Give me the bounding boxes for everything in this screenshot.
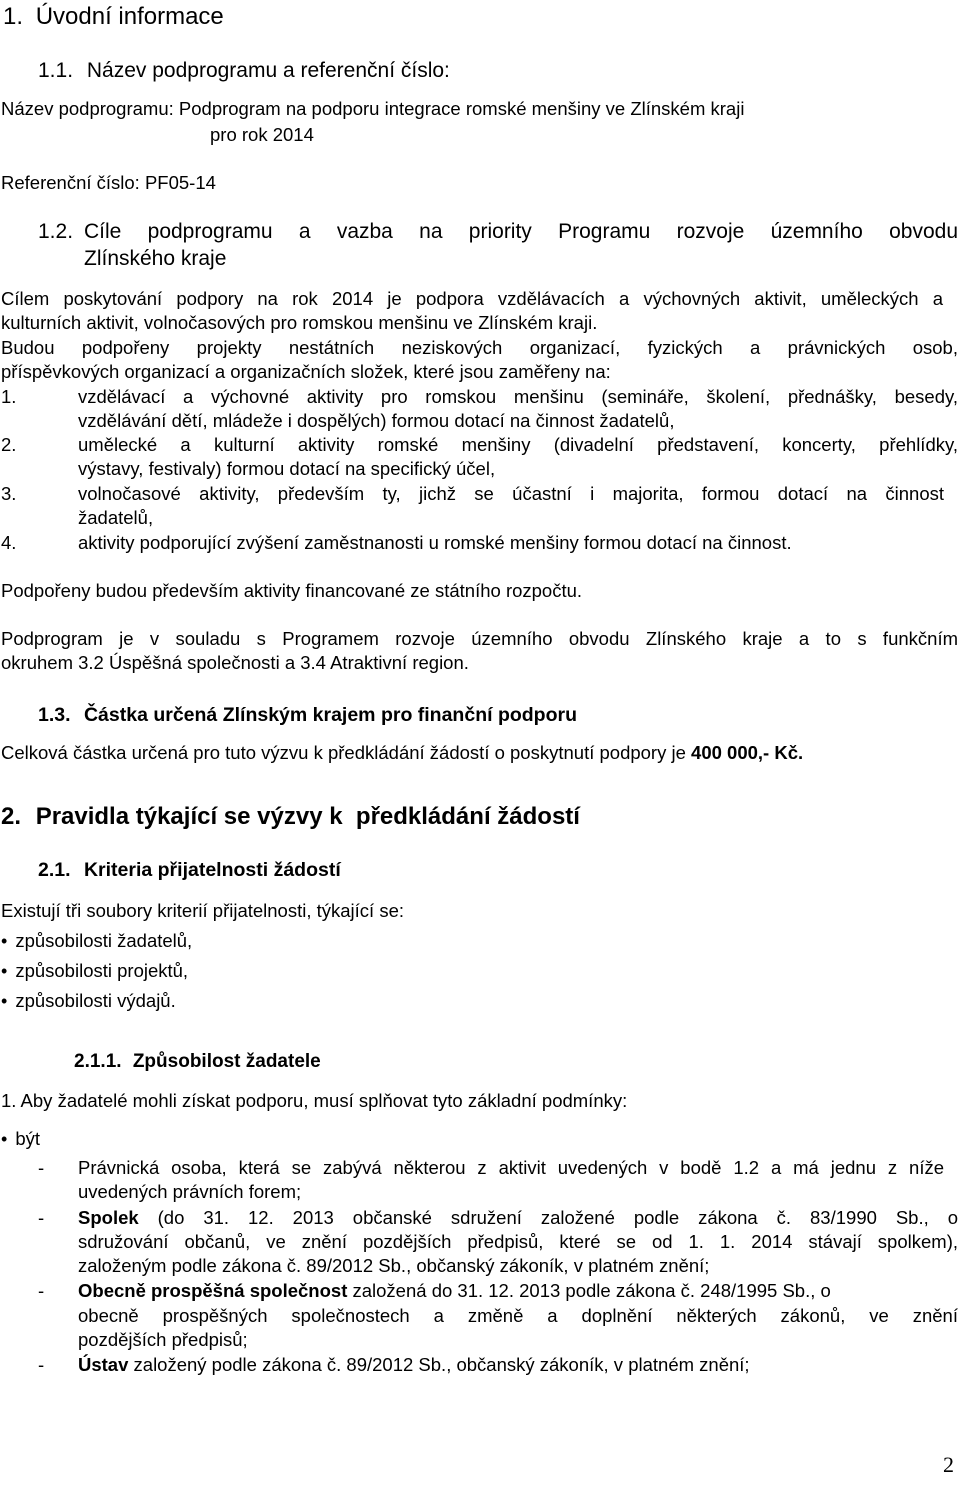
section-title: Název podprogramu a referenční číslo: [86,59,450,82]
alignment-paragraph-line2: okruhem 3.2 Úspěšná společnosti a 3.4 Atraktivní region. [1,652,469,673]
ops-text: založená do 31. 12. 2013 podle zákona č. 248/1995 Sb., o [347,1280,831,1301]
section-title: Kriteria přijatelnosti žádostí [83,859,341,881]
bullet-text: být [15,1128,40,1149]
section-number: 1.1. [38,59,74,82]
spolek-line2: sdružování občanů, ve znění pozdějších předpisů, které se od 1. 1. 2014 stávají spolkem), [78,1231,958,1252]
spolek-text: (do 31. 12. 2013 občanské sdružení založené podle zákona č. 83/1990 Sb., o [138,1207,958,1228]
ustav-term: Ústav [78,1354,129,1375]
list-item-2-line1: umělecké a kulturní aktivity romské menšiny (divadelní představení, koncerty, přehlídky, [78,434,958,455]
ustav-line [78,1354,750,1376]
list-item-number: 2. [1,434,17,455]
program-name-line1: Název podprogramu: Podprogram na podporu integrace romské menšiny ve Zlínském kraji [1,98,745,119]
ops-line3: pozdějších předpisů; [78,1329,248,1350]
ops-line2: obecně prospěšných společnostech a změně a doplnění některých zákonů, ve znění [78,1305,958,1326]
support-paragraph-line2: příspěvkových organizací a organizačních složek, které jsou zaměřeny na: [1,361,611,382]
list-item-2-line2: výstavy, festivaly) formou dotací na specifický účel, [78,458,496,479]
section-title: Pravidla týkající se výzvy k předkládání žádostí [35,803,580,830]
bullet-text: způsobilosti výdajů. [15,990,176,1011]
section-number: 2.1.1. [74,1051,122,1072]
section-title: Úvodní informace [35,3,224,30]
page-number: 2 [943,1452,954,1477]
amount-text: Celková částka určená pro tuto výzvu k předkládání žádostí o poskytnutí podpory je [1,742,692,763]
bullet-item [1,960,188,982]
list-item-number: 4. [1,532,17,553]
list-item-3-line1: volnočasové aktivity, především ty, jichž se účastní i majorita, formou dotací na činnost [78,483,944,504]
section-2-1-1-heading [74,1051,321,1073]
ops-line1 [78,1280,958,1302]
eligibility-intro: 1. Aby žadatelé mohli získat podporu, musí splňovat tyto základní podmínky: [1,1090,628,1111]
legal-entity-line1: Právnická osoba, která se zabývá některou z aktivit uvedených v bodě 1.2 a má jednu z níže [78,1157,944,1178]
section-1-3-heading [38,704,577,727]
support-paragraph-line1: Budou podpořeny projekty nestátních neziskových organizací, fyzických a právnických osob, [1,337,958,358]
goal-paragraph-line2: kulturních aktivit, volnočasových pro romskou menšinu ve Zlínském kraji. [1,312,598,333]
bullet-icon: • [1,961,8,981]
budget-source-paragraph: Podpořeny budou především aktivity financované ze státního rozpočtu. [1,580,583,601]
section-number: 2.1. [38,859,71,881]
total-amount-paragraph [1,742,803,764]
list-item-number: 3. [1,483,17,504]
section-1-2-heading [38,220,73,244]
section-number: 1.3. [38,704,71,726]
spolek-term: Spolek [78,1207,139,1228]
dash-marker: - [38,1354,45,1375]
section-number: 1.2. [38,220,74,243]
dash-marker: - [38,1280,45,1301]
list-item-number: 1. [1,386,17,407]
bullet-text: způsobilosti projektů, [15,960,189,981]
section-number: 1. [3,3,24,30]
section-1-heading [3,3,224,31]
alignment-paragraph-line1: Podprogram je v souladu s Programem rozvoje územního obvodu Zlínského kraje a to s funkčním [1,628,958,649]
bullet-text: způsobilosti žadatelů, [15,930,193,951]
criteria-intro: Existují tři soubory kriterií přijatelnosti, týkající se: [1,900,405,921]
legal-entity-line2: uvedených právních forem; [78,1181,302,1202]
list-item-4-line1: aktivity podporující zvýšení zaměstnanosti u romské menšiny formou dotací na činnost. [78,532,792,553]
section-1-2-title-line1: Cíle podprogramu a vazba na priority Programu rozvoje územního obvodu [84,220,958,243]
bullet-icon: • [1,991,8,1011]
bullet-item [1,1128,40,1150]
ops-term: Obecně prospěšná společnost [78,1280,348,1301]
bullet-item [1,930,192,952]
bullet-icon: • [1,1129,8,1149]
section-1-1-heading [38,59,450,83]
reference-number: Referenční číslo: PF05-14 [1,172,216,193]
program-name-line2: pro rok 2014 [210,124,314,145]
goal-paragraph-line1: Cílem poskytování podpory na rok 2014 je podpora vzdělávacích a výchovných aktivit, uměleckých a [1,288,943,309]
dash-marker: - [38,1157,45,1178]
section-title: Částka určená Zlínským krajem pro finanční podporu [83,704,577,726]
section-2-1-heading [38,859,341,882]
spolek-line1 [78,1207,958,1229]
bullet-icon: • [1,931,8,951]
section-2-heading [1,803,580,831]
list-item-1-line1: vzdělávací a výchovné aktivity pro romskou menšinu (semináře, školení, přednášky, besedy, [78,386,958,407]
ustav-text: založený podle zákona č. 89/2012 Sb., občanský zákoník, v platném znění; [128,1354,750,1375]
spolek-line3: založeným podle zákona č. 89/2012 Sb., občanský zákoník, v platném znění; [78,1255,710,1276]
amount-value: 400 000,- Kč. [691,742,804,763]
section-number: 2. [1,803,22,830]
section-title: Způsobilost žadatele [132,1051,321,1072]
list-item-3-line2: žadatelů, [78,507,154,528]
bullet-item [1,990,176,1012]
section-1-2-title-line2: Zlínského kraje [84,247,227,270]
list-item-1-line2: vzdělávání dětí, mládeže i dospělých) formou dotací na činnost žadatelů, [78,410,675,431]
dash-marker: - [38,1207,45,1228]
